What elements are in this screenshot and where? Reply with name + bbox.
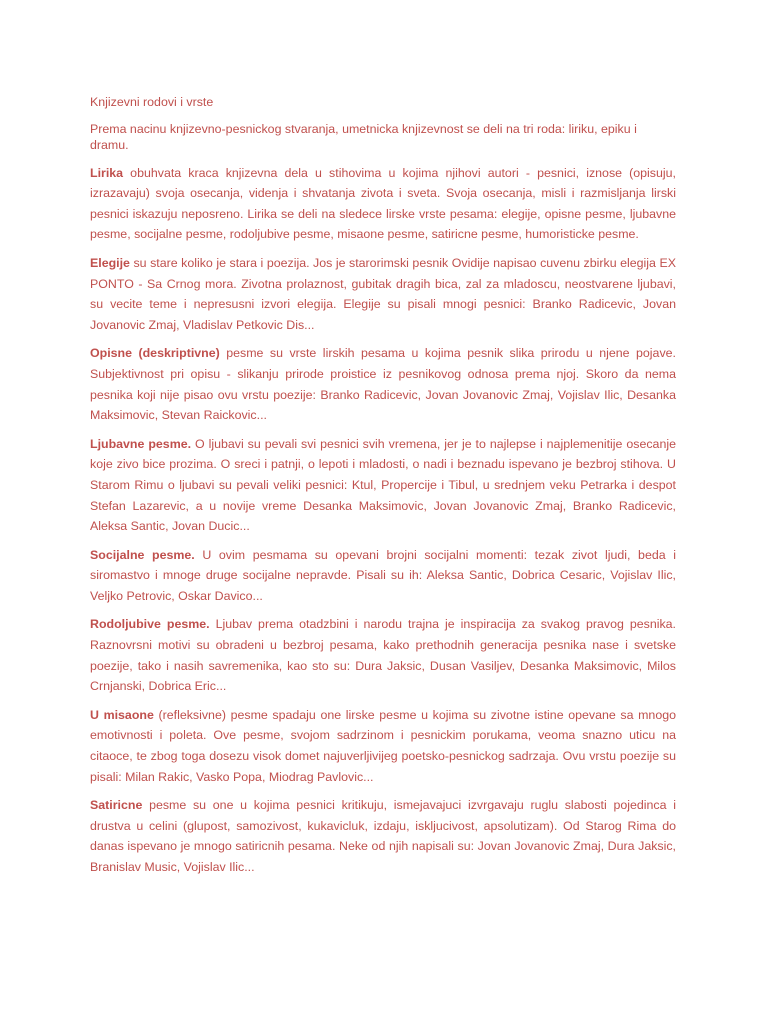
paragraph-text: O ljubavi su pevali svi pesnici svih vremena, jer je to najlepse i najplemenitije osecanje koje zivo bice prozima. O sreci i patnji, o lepoti i mladosti, o nadi i beznadu ispevano je bezbroj stihova. U Starom Rimu o ljubavi su pevali veliki pesnici: Ktul, Propercije i Tibul, u srednjem veku Petrarka i despot Stefan Lazarevic, a u novije vreme Desanka Maksimovic, Jovan Jovanovic Zmaj, Branko Radicevic, Aleksa Santic, Jovan Ducic... (90, 436, 676, 534)
paragraph-text: pesme su vrste lirskih pesama u kojima pesnik slika prirodu u njene pojave. Subjektivnost pri opisu - slikanju prirode proistice iz pesnikovog odnosa prema njoj. Skoro da nema pesnika koji nije pisao ovu vrstu poezije: Branko Radicevic, Jovan Jovanovic Zmaj, Vojislav Ilic, Desanka Maksimovic, Stevan Raickovic... (90, 346, 676, 423)
paragraph-rodoljubive (90, 614, 676, 696)
document-page (90, 92, 676, 886)
term-ljubavne: Ljubavne pesme. (90, 436, 192, 451)
paragraph-ljubavne (90, 434, 676, 537)
paragraph-elegije (90, 253, 676, 335)
paragraph-text: U ovim pesmama su opevani brojni socijalni momenti: tezak zivot ljudi, beda i siromastvo i mnoge druge socijalne nepravde. Pisali su ih: Aleksa Santic, Dobrica Cesaric, Vojislav Ilic, Veljko Petrovic, Oskar Davico... (90, 547, 676, 603)
term-lirika: Lirika (90, 165, 124, 180)
paragraph-text: Ljubav prema otadzbini i narodu trajna je inspiracija za svakog pravog pesnika. Raznovrsni motivi su obradeni u bezbroj pesama, kako prethodnih generacija pesnika nase i svetske poezije, tako i nasih savremenika, kao sto su: Dura Jaksic, Dusan Vasiljev, Desanka Maksimovic, Milos Crnjanski, Dobrica Eric... (90, 617, 677, 694)
term-socijalne: Socijalne pesme. (90, 547, 195, 562)
term-opisne: Opisne (deskriptivne) (90, 346, 220, 361)
term-satiricne: Satiricne (90, 798, 143, 813)
intro-paragraph: Prema nacinu knjizevno-pesnickog stvaranja, umetnicka knjizevnost se deli na tri roda: liriku, epiku i dramu. (90, 121, 637, 152)
paragraph-socijalne (90, 545, 676, 607)
document-title: Knjizevni rodovi i vrste (90, 95, 214, 109)
paragraph-text: obuhvata kraca knjizevna dela u stihovima u kojima njihovi autori - pesnici, iznose (opisuju, izrazavaju) svoja osecanja, videnja i shvatanja zivota i sveta. Svoja osecanja, misli i razmisljanja lirski pesnici iskazuju neposreno. Lirika se deli na sledece lirske vrste pesama: elegije, opisne pesme, ljubavne pesme, socijalne pesme, rodoljubive pesme, misaone pesme, satiricne pesme, humoristicke pesme. (90, 165, 676, 242)
paragraph-lirika (90, 163, 676, 245)
term-elegije: Elegije (90, 255, 130, 270)
paragraph-text: su stare koliko je stara i poezija. Jos je starorimski pesnik Ovidije napisao cuvenu zbirku elegija EX PONTO - Sa Crnog mora. Zivotna prolaznost, gubitak dragih bica, zal za mladoscu, neostvarene ljubavi, su vecite teme i nepresusni izvori elegija. Elegije su pisali mnogi pesnici: Branko Radicevic, Jovan Jovanovic Zmaj, Vladislav Petkovic Dis... (90, 255, 676, 332)
paragraph-text: (refleksivne) pesme spadaju one lirske pesme u kojima su zivotne istine opevane sa mnogo emotivnosti i poleta. Ove pesme, svojom sadrzinom i pesnickim porukama, veoma snazno uticu na citaoce, te zbog toga dosezu visok domet najuverljivijeg poetsko-pesnickog sadrzaja. Ovu vrstu poezije su pisali: Milan Rakic, Vasko Popa, Miodrag Pavlovic... (90, 707, 676, 784)
paragraph-misaone (90, 705, 676, 787)
paragraph-opisne (90, 343, 676, 425)
term-misaone: U misaone (90, 707, 154, 722)
paragraph-satiricne (90, 795, 676, 877)
paragraph-text: pesme su one u kojima pesnici kritikuju, ismejavajuci izvrgavaju ruglu slabosti pojedinca i drustva u celini (glupost, samozivost, kukavicluk, izdaju, iskljucivost, apsolutizam). Od Starog Rima do danas ispevano je mnogo satiricnih pesama. Neke od njih napisali su: Jovan Jovanovic Zmaj, Dura Jaksic, Branislav Music, Vojislav Ilic... (90, 798, 676, 874)
term-rodoljubive: Rodoljubive pesme. (90, 617, 210, 632)
